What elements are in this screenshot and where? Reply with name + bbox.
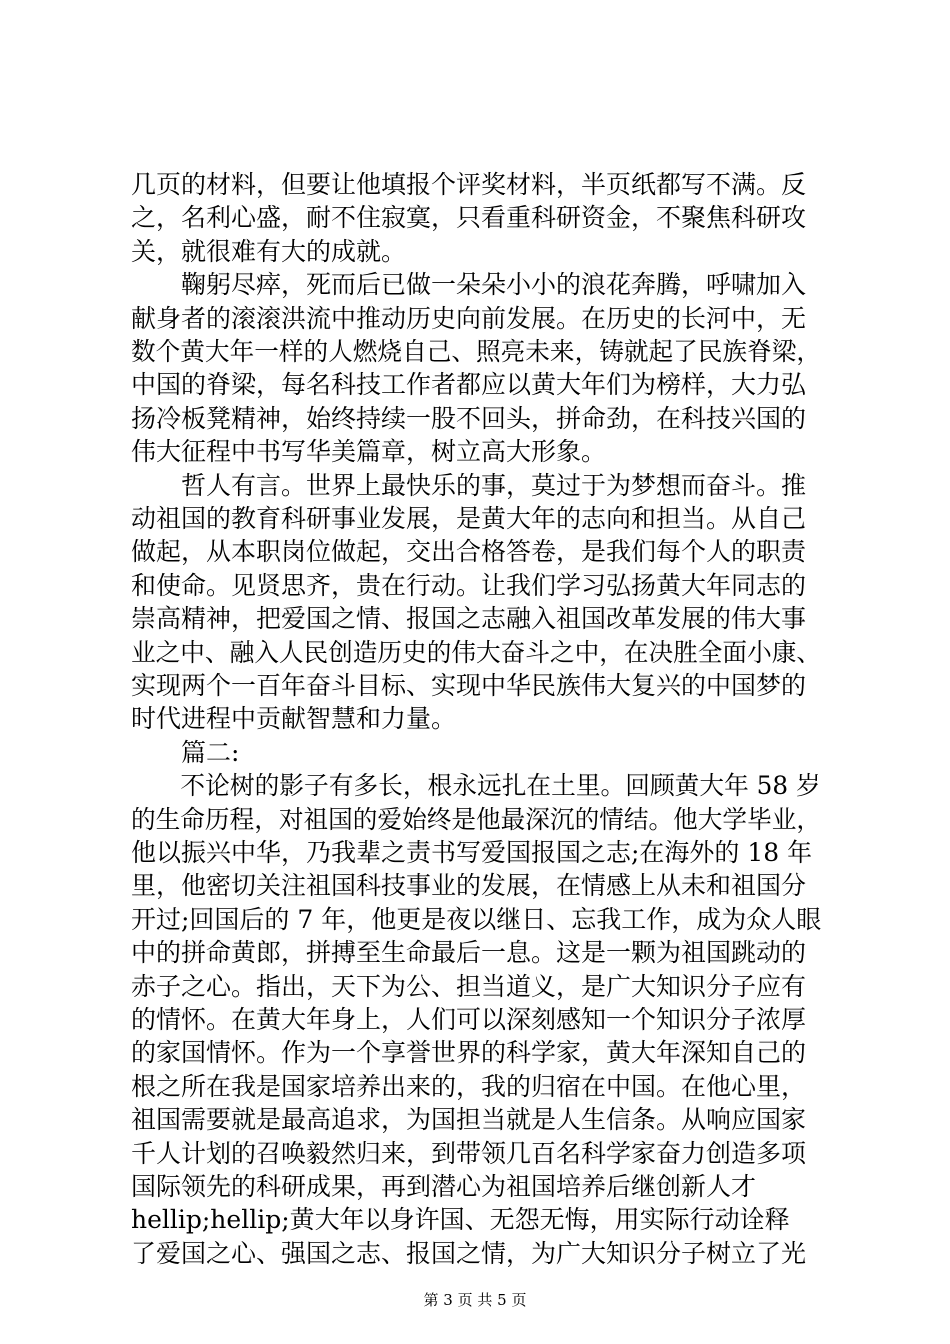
text-line: 做起，从本职岗位做起，交出合格答卷，是我们每个人的职责 [131,537,807,566]
text-line: 之，名利心盛，耐不住寂寞，只看重科研资金，不聚焦科研攻 [131,203,807,232]
text-line: 赤子之心。指出，天下为公、担当道义，是广大知识分子应有 [131,972,807,1001]
text-line: 献身者的滚滚洪流中推动历史向前发展。在历史的长河中，无 [131,304,807,333]
text-line: 动祖国的教育科研事业发展，是黄大年的志向和担当。从自己 [131,504,807,533]
text-line: 篇二: [131,738,240,767]
text-line: 哲人有言。世界上最快乐的事，莫过于为梦想而奋斗。推 [131,471,807,500]
text-line: 里，他密切关注祖国科技事业的发展，在情感上从未和祖国分 [131,871,807,900]
text-line: 的家国情怀。作为一个享誉世界的科学家，黄大年深知自己的 [131,1038,807,1067]
text-line: 中国的脊梁，每名科技工作者都应以黄大年们为榜样，大力弘 [131,370,807,399]
text-line: 业之中、融入人民创造历史的伟大奋斗之中，在决胜全面小康、 [131,638,822,667]
text-line: 祖国需要就是最高追求，为国担当就是人生信条。从响应国家 [131,1105,807,1134]
text-line: hellip;hellip;黄大年以身许国、无怨无悔，用实际行动诠释 [131,1205,790,1234]
text-line: 的情怀。在黄大年身上，人们可以深刻感知一个知识分子浓厚 [131,1005,807,1034]
page-footer: 第 3 页 共 5 页 [423,1291,527,1309]
text-line: 几页的材料，但要让他填报个评奖材料，半页纸都写不满。反 [131,170,807,199]
text-line: 和使命。见贤思齐，贵在行动。让我们学习弘扬黄大年同志的 [131,571,807,600]
text-line: 时代进程中贡献智慧和力量。 [131,704,457,733]
text-line: 根之所在我是国家培养出来的，我的归宿在中国。在他心里， [131,1072,807,1101]
text-line: 中的拼命黄郎，拼搏至生命最后一息。这是一颗为祖国跳动的 [131,938,807,967]
text-line: 了爱国之心、强国之志、报国之情，为广大知识分子树立了光 [131,1239,807,1268]
text-line: 实现两个一百年奋斗目标、实现中华民族伟大复兴的中国梦的 [131,671,807,700]
text-line: 的生命历程，对祖国的爱始终是他最深沉的情结。他大学毕业， [131,805,822,834]
text-line: 关，就很难有大的成就。 [131,237,407,266]
text-line: 开过;回国后的 7 年，他更是夜以继日、忘我工作，成为众人眼 [131,905,822,934]
text-line: 国际领先的科研成果，再到潜心为祖国培养后继创新人才 [131,1172,757,1201]
text-line: 数个黄大年一样的人燃烧自己、照亮未来，铸就起了民族脊梁， [131,337,822,366]
text-line: 扬冷板凳精神，始终持续一股不回头，拼命劲，在科技兴国的 [131,404,807,433]
text-line: 崇高精神，把爱国之情、报国之志融入祖国改革发展的伟大事 [131,604,807,633]
text-line: 他以振兴中华，乃我辈之责书写爱国报国之志;在海外的 18 年 [131,838,813,867]
text-line: 千人计划的召唤毅然归来，到带领几百名科学家奋力创造多项 [131,1139,807,1168]
text-line: 鞠躬尽瘁，死而后已做一朵朵小小的浪花奔腾，呼啸加入 [131,270,807,299]
text-line: 伟大征程中书写华美篇章，树立高大形象。 [131,437,607,466]
text-line: 不论树的影子有多长，根永远扎在土里。回顾黄大年 58 岁 [131,771,821,800]
